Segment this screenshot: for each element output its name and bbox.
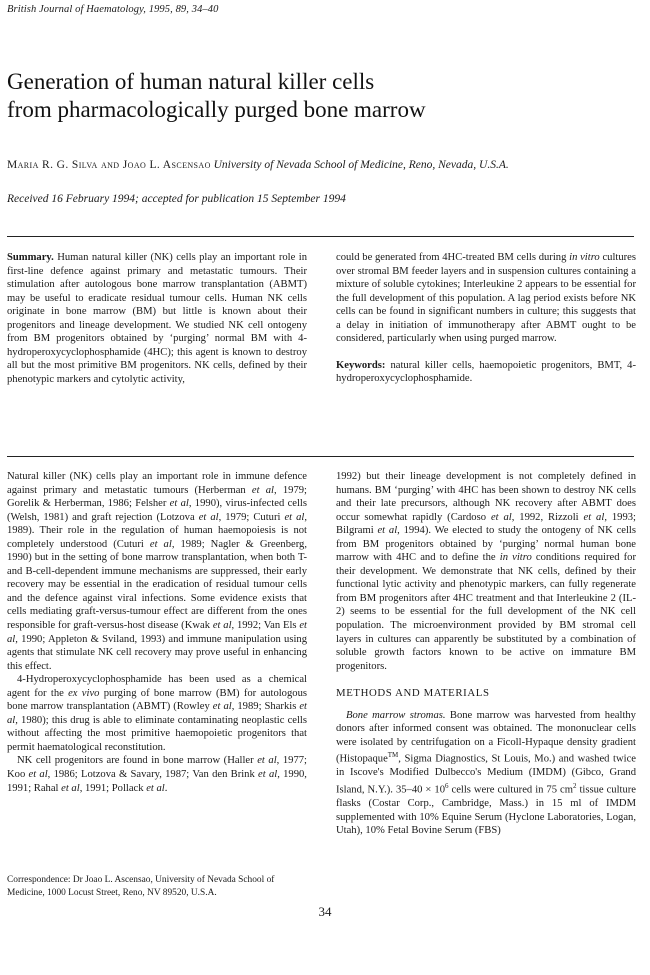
- intro-paragraph-3: NK cell progenitors are found in bone marrow (Haller et al, 1977; Koo et al, 1986; Lotzova & Savary, 1987; Van den Brink et al, 1990, 1991; Rahal et al, 1991; Pollack et al.: [7, 755, 307, 794]
- title-line-1: Generation of human natural killer cells: [7, 69, 375, 94]
- summary-text-right-part1: could be generated from 4HC-treated BM cells during: [336, 252, 570, 263]
- page-number: 34: [318, 904, 332, 919]
- summary-text-right: [336, 251, 636, 346]
- summary-label: Summary.: [7, 252, 54, 263]
- methods-paragraph-1: Bone marrow stromas. Bone marrow was harvested from healthy donors after informed consent was obtained. The mononuclear cells were isolated by centrifugation on a Ficoll-Hypaque density gradient (Histopaque™, Sigma Diagnostics, St Louis, Mo.) and washed twice in Iscove's Modified Dulbecco's Medium (IMDM) (Gibco, Grand Island, N.Y.). $35-40 \times 10^6$ cells were cultured in 75 $cm^2$ tissue culture flasks (Costar Corp., Cambridge, Mass.) in 15 ml of IMDM supplemented with 10% Equine Serum (Hyclone Laboratories, Logan, Utah), 10% Fetal Bovine Serum (FBS): [336, 709, 637, 837]
- methods-heading: METHODS AND MATERIALS: [336, 687, 490, 700]
- author-1: Maria R. G. Silva: [7, 159, 98, 171]
- title-line-2: from pharmacologically purged bone marrow: [7, 97, 426, 122]
- journal-citation: British Journal of Haematology, 1995, 89, 34–40: [7, 4, 219, 15]
- summary-text-right-part2: cultures over stromal BM feeder layers and in suspension cultures containing a mixture of soluble cytokines; Interleukine 2 appears to be essential for the full development of this population. A lag period exists before NK cells can be found in significant numbers in culture; this suggests that a delay in initiation of immunotherapy after ABMT ought to be considered, particularly when using purged marrow.: [336, 252, 636, 345]
- abstract-left-column: [7, 251, 307, 386]
- author-line: [7, 158, 637, 172]
- author-conjunction: and: [97, 159, 123, 171]
- intro-paragraph-1: Natural killer (NK) cells play an important role in immune defence against primary and metastatic tumours (Herberman et al, 1979; Gorelik & Herberman, 1986; Felsher et al, 1990), virus-infected cells (Welsh, 1981) and graft rejection (Lotzova et al, 1979; Cuturi et al, 1989). Their role in the regulation of human haemopoiesis is not completely understood (Cuturi et al, 1989; Nagler & Greenberg, 1990) but in the setting of bone marrow transplantation, when both T- and B-cell-dependent immune mechanisms are suppressed, their early recovery may be essential in the eradication of residual tumour cells and the defence against viral infections. Some evidence exists that cells mediating graft-versus-tumour effect are different from the ones responsible for graft-versus-host disease (Kwak et al, 1992; Van Els et al, 1990; Appleton & Sviland, 1993) and immune manipulation using agents that stimulate NK cell recovery may prove useful in enhancing this effect.: [7, 471, 307, 672]
- abstract-bottom-rule: [7, 456, 634, 457]
- keywords: [336, 359, 636, 386]
- intro-paragraph-2: 4-Hydroperoxycyclophosphamide has been used as a chemical agent for the ex vivo purging of bone marrow (BM) for autologous bone marrow transplantation (ABMT) (Rowley et al, 1989; Sharkis et al, 1980); this drug is able to eliminate contaminating neoplastic cells without affecting the most primitive haemopoietic progenitors that permit haematological reconstitution.: [7, 674, 307, 753]
- author-2: Joao L. Ascensao: [122, 159, 211, 171]
- correspondence-footnote: Correspondence: Dr Joao L. Ascensao, University of Nevada School of Medicine, 1000 Locust Street, Reno, NV 89520, U.S.A.: [7, 875, 275, 898]
- affiliation: University of Nevada School of Medicine, Reno, Nevada, U.S.A.: [210, 159, 509, 171]
- intro-paragraph-continued: 1992) but their lineage development is not completely defined in humans. BM ‘purging’ with 4HC has been shown to destroy NK cells and their late precursors, although NK recovery after ABMT does occur somewhat rapidly (Cardoso et al, 1992, Rizzoli et al, 1993; Bilgrami et al, 1994). We elected to study the ontogeny of NK cells from BM progenitors obtained by ‘purging’ normal human bone marrow with 4HC and to define the in vitro conditions required for their development. We demonstrate that NK cells, defined by their functional lytic activity and phenotypic markers, can fully regenerate from BM progenitors after 4HC treatment and that Interleukine 2 (IL-2) seems to be essential for the full development of the NK cell population. The microenvironment provided by BM stromal cell layers in cultures can apparently be substituted by a combination of soluble growth factors known to be active on immature BM progenitors.: [336, 471, 637, 672]
- article-title: [7, 68, 627, 124]
- received-dates: Received 16 February 1994; accepted for publication 15 September 1994: [7, 193, 346, 205]
- body-left-column: [7, 470, 307, 795]
- summary-italic-in-vitro: in vitro: [569, 252, 600, 263]
- body-right-column: [336, 470, 636, 838]
- abstract-right-column: [336, 251, 636, 386]
- keywords-text: natural killer cells, haemopoietic progenitors, BMT, 4-hydroperoxycyclophosphamide.: [336, 359, 636, 385]
- keywords-label: Keywords:: [336, 359, 386, 371]
- summary-text-left: Human natural killer (NK) cells play an important role in first-line defence against primary and metastatic tumours. Their stimulation after autologous bone marrow transplantation (ABMT) may be useful to eradicate residual tumour cells. Human NK cells originate in bone marrow (BM) but little is known about their progenitors and lineage development. We studied NK cell ontogeny from BM progenitors obtained by ‘purging’ normal BM with 4-hydroperoxycyclophosphamide (4HC); this agent is known to destroy all but the most primitive BM progenitors. NK cells, defined by their phenotypic markers and cytolytic activity,: [7, 252, 307, 385]
- abstract-top-rule: [7, 236, 634, 237]
